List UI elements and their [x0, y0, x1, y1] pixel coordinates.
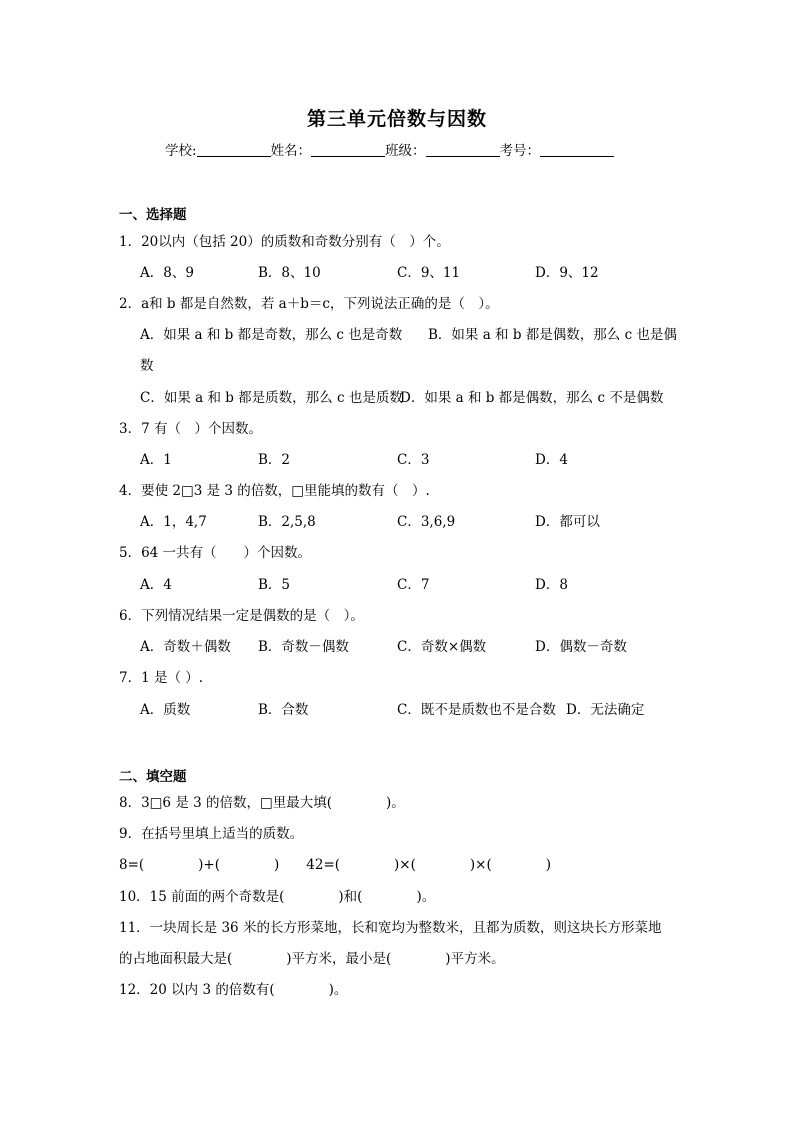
- exam-number-blank[interactable]: [540, 142, 614, 157]
- question-9: 9．在括号里填上适当的质数。: [119, 826, 304, 842]
- name-label: 姓名：: [270, 143, 312, 159]
- question-7-option-b[interactable]: B．合数: [258, 702, 309, 718]
- question-3-option-a[interactable]: A．1: [140, 452, 172, 468]
- question-6-option-b[interactable]: B．奇数－偶数: [258, 639, 349, 655]
- question-3-stem: 3．7 有（ ）个因数。: [119, 421, 262, 437]
- question-4-stem: 4．要使 2□3 是 3 的倍数，□里能填的数有（ ）.: [119, 483, 430, 499]
- question-8: 8．3□6 是 3 的倍数，□里最大填( )。: [119, 795, 405, 811]
- question-10: 10．15 前面的两个奇数是( )和( )。: [119, 889, 436, 905]
- question-5-option-b[interactable]: B．5: [258, 577, 291, 593]
- page-title: 第三单元倍数与因数: [306, 108, 487, 130]
- question-9-equations: 8=( )+( ) 42=( )×( )×( ): [119, 857, 551, 873]
- question-1-option-d[interactable]: D．9、12: [535, 265, 599, 281]
- school-blank[interactable]: [197, 142, 271, 157]
- question-6-option-d[interactable]: D．偶数－奇数: [535, 639, 627, 655]
- name-blank[interactable]: [311, 142, 385, 157]
- question-11: 11．一块周长是 36 米的长方形菜地，长和宽均为整数米，且都为质数，则这块长方形菜地: [119, 920, 662, 936]
- question-5-option-c[interactable]: C．7: [397, 577, 430, 593]
- question-2-option-b[interactable]: B．如果 a 和 b 都是偶数，那么 c 也是偶: [428, 327, 677, 343]
- question-2-option-b-continued: 数: [140, 358, 154, 374]
- question-1-option-b[interactable]: B．8、10: [258, 265, 321, 281]
- section-heading-fill-in: 二、填空题: [119, 769, 187, 785]
- question-6-option-c[interactable]: C．奇数×偶数: [397, 639, 487, 655]
- question-5-option-d[interactable]: D．8: [535, 577, 568, 593]
- section-heading-choice: 一、选择题: [119, 207, 187, 223]
- question-3-option-d[interactable]: D．4: [535, 452, 568, 468]
- class-blank[interactable]: [426, 142, 500, 157]
- question-4-option-a[interactable]: A．1，4,7: [140, 514, 207, 530]
- question-1-stem: 1．20以内（包括 20）的质数和奇数分别有（ ）个。: [119, 234, 450, 250]
- question-4-option-c[interactable]: C．3,6,9: [397, 514, 456, 530]
- question-2-option-c[interactable]: C．如果 a 和 b 都是质数，那么 c 也是质数: [140, 390, 403, 406]
- question-2-option-d[interactable]: D．如果 a 和 b 都是偶数，那么 c 不是偶数: [400, 390, 664, 406]
- question-4-option-b[interactable]: B．2,5,8: [258, 514, 316, 530]
- exam-number-label: 考号：: [499, 143, 541, 159]
- question-2-stem: 2．a和 b 都是自然数，若 a＋b＝c，下列说法正确的是（ ）。: [119, 296, 499, 312]
- question-4-option-d[interactable]: D．都可以: [535, 514, 600, 530]
- question-6-option-a[interactable]: A．奇数＋偶数: [140, 639, 231, 655]
- question-5-stem: 5．64 一共有（ ）个因数。: [119, 545, 312, 561]
- question-6-stem: 6．下列情况结果一定是偶数的是（ ）。: [119, 608, 364, 624]
- question-7-option-d[interactable]: D．无法确定: [566, 702, 645, 718]
- question-7-option-a[interactable]: A．质数: [140, 702, 191, 718]
- question-3-option-b[interactable]: B．2: [258, 452, 291, 468]
- student-info-line: [165, 139, 614, 159]
- class-label: 班级：: [385, 143, 426, 159]
- question-7-stem: 7．1 是（ ）.: [119, 670, 204, 686]
- question-3-option-c[interactable]: C．3: [397, 452, 430, 468]
- question-5-option-a[interactable]: A．4: [140, 577, 172, 593]
- question-1-option-c[interactable]: C．9、11: [397, 265, 461, 281]
- question-12: 12．20 以内 3 的倍数有( )。: [119, 982, 348, 998]
- question-11-continued: 的占地面积最大是( )平方米，最小是( )平方米。: [119, 951, 505, 967]
- question-7-option-c[interactable]: C．既不是质数也不是合数: [397, 702, 556, 718]
- school-label: 学校:: [165, 143, 197, 159]
- question-1-option-a[interactable]: A．8、9: [140, 265, 194, 281]
- question-2-option-a[interactable]: A．如果 a 和 b 都是奇数，那么 c 也是奇数: [140, 327, 403, 343]
